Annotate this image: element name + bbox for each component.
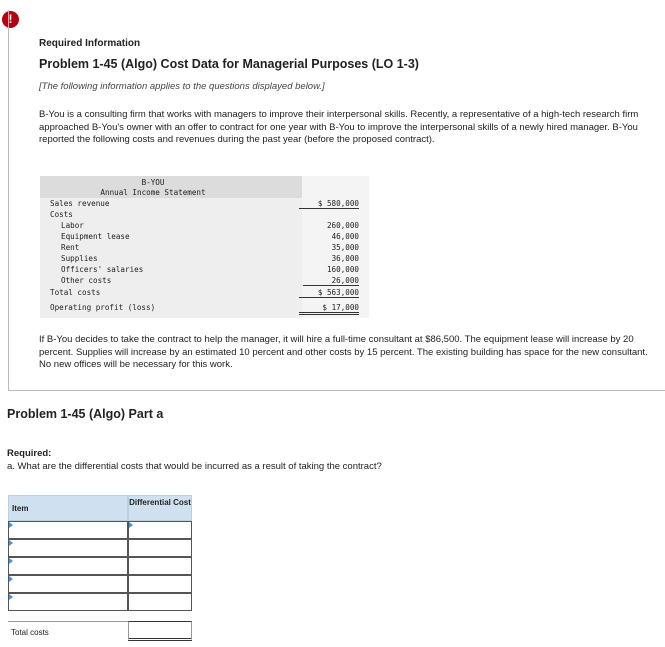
differential-cost-input[interactable] [128, 575, 192, 593]
problem-title: Problem 1-45 (Algo) Cost Data for Managerial Purposes (LO 1-3) [39, 57, 419, 71]
answer-row [8, 593, 192, 611]
cost-label-other-costs: Other costs [61, 276, 112, 285]
column-header-differential-cost: Differential Cost [128, 495, 192, 521]
part-title: Problem 1-45 (Algo) Part a [7, 407, 164, 421]
cost-label-officers-salaries: Officers' salaries [61, 265, 144, 274]
sales-label: Sales revenue [50, 199, 110, 208]
differential-cost-input[interactable] [128, 557, 192, 575]
dropdown-arrow-icon [9, 594, 13, 600]
total-costs-label: Total costs [50, 288, 101, 297]
cost-value-rent: 35,000 [331, 243, 359, 252]
alert-icon: ! [2, 11, 19, 28]
intro-paragraph: B-You is a consulting firm that works with managers to improve their interpersonal skills. Recently, a representative of a high-tech research firm approached B-You's owner with an offer to contract for one year with B-You to improve the interpersonal skills of a newly hired manager. B-You reported the following costs and revenues during the past year (before the proposed contract). [39, 109, 639, 145]
statement-subtitle: Annual Income Statement [100, 188, 206, 197]
differential-cost-input[interactable] [128, 593, 192, 611]
required-information-heading: Required Information [39, 38, 141, 49]
required-label: Required: [7, 448, 52, 459]
cost-value-supplies: 36,000 [331, 254, 359, 263]
sales-value: $ 580,000 [299, 199, 359, 209]
total-costs-value: $ 563,000 [299, 288, 359, 298]
item-dropdown[interactable] [8, 539, 128, 557]
dropdown-arrow-icon [9, 576, 13, 582]
item-dropdown[interactable] [8, 521, 128, 539]
item-dropdown[interactable] [8, 557, 128, 575]
statement-company: B-YOU [141, 178, 165, 187]
cost-label-rent: Rent [61, 243, 80, 252]
operating-profit-value: $ 17,000 [299, 303, 359, 315]
input-marker-icon [129, 522, 133, 528]
income-statement [40, 176, 369, 318]
total-costs-row [8, 621, 192, 641]
item-dropdown[interactable] [8, 593, 128, 611]
operating-profit-label: Operating profit (loss) [50, 303, 156, 312]
cost-value-equipment-lease: 46,000 [331, 232, 359, 241]
item-dropdown[interactable] [8, 575, 128, 593]
costs-label: Costs [50, 210, 73, 219]
answer-row [8, 557, 192, 575]
total-costs-input[interactable] [128, 621, 192, 641]
dropdown-arrow-icon [9, 522, 13, 528]
cost-value-other-costs: 26,000 [303, 276, 359, 286]
cost-label-labor: Labor [61, 221, 84, 230]
total-costs-row-label: Total costs [11, 628, 49, 637]
differential-cost-input[interactable] [128, 539, 192, 557]
dropdown-arrow-icon [9, 558, 13, 564]
problem-note: [The following information applies to the questions displayed below.] [39, 81, 325, 92]
answer-row [8, 575, 192, 593]
cost-value-officers-salaries: 160,000 [326, 265, 359, 274]
cost-value-labor: 260,000 [326, 221, 359, 230]
cost-label-equipment-lease: Equipment lease [61, 232, 130, 241]
differential-cost-input[interactable] [128, 521, 192, 539]
column-header-item: Item [8, 495, 128, 521]
answer-row [8, 539, 192, 557]
cost-label-supplies: Supplies [61, 254, 98, 263]
answer-table [8, 495, 192, 641]
dropdown-arrow-icon [9, 540, 13, 546]
question-text: a. What are the differential costs that would be incurred as a result of taking the contract? [7, 461, 382, 472]
contract-paragraph: If B-You decides to take the contract to help the manager, it will hire a full-time consultant at $86,500. The equipment lease will increase by 20 percent. Supplies will increase by an estimated 10 percent and other costs by 15 percent. The existing building has space for the new consultant. No new offices will be necessary for this work. [39, 334, 648, 370]
answer-row [8, 521, 192, 539]
